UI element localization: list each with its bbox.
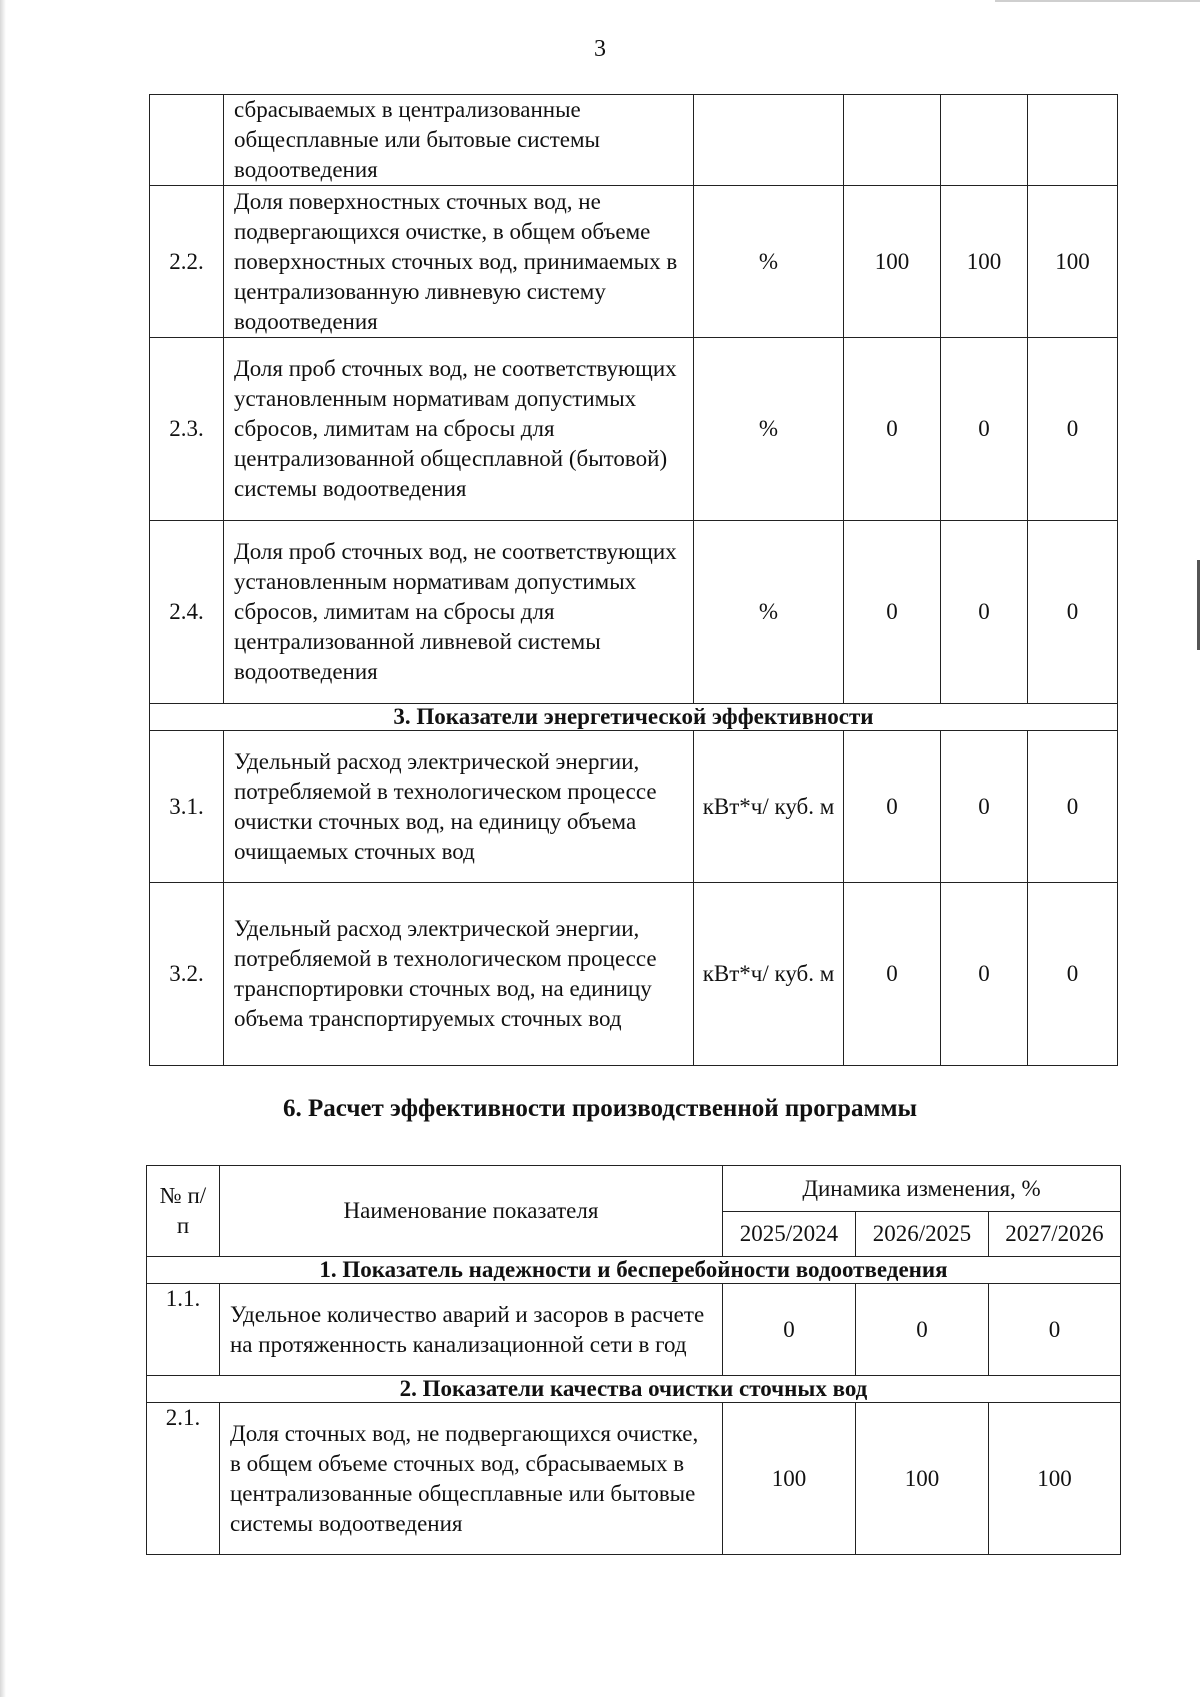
- value-2: 0: [941, 883, 1028, 1066]
- row-number: 2.3.: [150, 338, 224, 521]
- unit: %: [694, 186, 844, 338]
- value-3: 0: [1028, 731, 1118, 883]
- section-title: 2. Показатели качества очистки сточных вод: [147, 1376, 1121, 1403]
- value-2: 0: [941, 731, 1028, 883]
- indicator-name: Удельное количество аварий и засоров в расчете на протяженность канализационной сети в год: [220, 1284, 723, 1376]
- header-row: [147, 1166, 1121, 1212]
- scan-left-edge: [0, 0, 6, 1697]
- indicators-table-continued: [149, 94, 1118, 1066]
- table-row: [150, 731, 1118, 883]
- row-number: 1.1.: [147, 1284, 220, 1376]
- value-2: 100: [856, 1403, 989, 1555]
- header-year: 2026/2025: [856, 1212, 989, 1257]
- value-2: [941, 95, 1028, 186]
- value-1: 0: [844, 731, 941, 883]
- header-num: № п/п: [147, 1166, 220, 1257]
- header-year: 2027/2026: [989, 1212, 1121, 1257]
- indicator-name: Доля проб сточных вод, не соответствующих установленным нормативам допустимых сбросов, лимитам на сбросы для централизованной ливневой системы водоотведения: [224, 521, 694, 704]
- row-number: 2.2.: [150, 186, 224, 338]
- value-2: 0: [941, 338, 1028, 521]
- value-1: 0: [844, 883, 941, 1066]
- section-row: [147, 1376, 1121, 1403]
- row-number: 2.4.: [150, 521, 224, 704]
- value-1: [844, 95, 941, 186]
- value-2: 100: [941, 186, 1028, 338]
- section-title: 3. Показатели энергетической эффективности: [150, 704, 1118, 731]
- indicator-name: Доля проб сточных вод, не соответствующих установленным нормативам допустимых сбросов, лимитам на сбросы для централизованной общесплавной (бытовой) системы водоотведения: [224, 338, 694, 521]
- row-number: 2.1.: [147, 1403, 220, 1555]
- section-title: 1. Показатель надежности и бесперебойности водоотведения: [147, 1257, 1121, 1284]
- unit: [694, 95, 844, 186]
- indicator-name: Доля сточных вод, не подвергающихся очистке, в общем объеме сточных вод, сбрасываемых в централизованные общесплавные или бытовые системы водоотведения: [220, 1403, 723, 1555]
- page-number: 3: [594, 36, 606, 62]
- value-3: 0: [989, 1284, 1121, 1376]
- value-1: 0: [723, 1284, 856, 1376]
- indicator-name: сбрасываемых в централизованные общесплавные или бытовые системы водоотведения: [224, 95, 694, 186]
- row-number: [150, 95, 224, 186]
- value-3: [1028, 95, 1118, 186]
- value-3: 100: [1028, 186, 1118, 338]
- table-row: [150, 95, 1118, 186]
- indicator-name: Доля поверхностных сточных вод, не подвергающихся очистке, в общем объеме поверхностных сточных вод, принимаемых в централизованную ливневую систему водоотведения: [224, 186, 694, 338]
- section-6-title: 6. Расчет эффективности производственной программы: [282, 1095, 918, 1122]
- table-row: [150, 521, 1118, 704]
- indicator-name: Удельный расход электрической энергии, потребляемой в технологическом процессе очистки сточных вод, на единицу объема очищаемых сточных вод: [224, 731, 694, 883]
- table-row: [150, 186, 1118, 338]
- table-row: [147, 1284, 1121, 1376]
- value-3: 0: [1028, 883, 1118, 1066]
- table-row: [150, 883, 1118, 1066]
- header-year: 2025/2024: [723, 1212, 856, 1257]
- value-3: 0: [1028, 521, 1118, 704]
- value-2: 0: [941, 521, 1028, 704]
- unit: %: [694, 338, 844, 521]
- value-1: 0: [844, 338, 941, 521]
- value-1: 100: [844, 186, 941, 338]
- unit: кВт*ч/ куб. м: [694, 731, 844, 883]
- value-2: 0: [856, 1284, 989, 1376]
- scan-top-mark: [995, 0, 1200, 2]
- value-1: 100: [723, 1403, 856, 1555]
- row-number: 3.1.: [150, 731, 224, 883]
- header-name: Наименование показателя: [220, 1166, 723, 1257]
- value-1: 0: [844, 521, 941, 704]
- section-row: [150, 704, 1118, 731]
- unit: %: [694, 521, 844, 704]
- row-number: 3.2.: [150, 883, 224, 1066]
- table-row: [147, 1403, 1121, 1555]
- header-dynamics: Динамика изменения, %: [723, 1166, 1121, 1212]
- section-row: [147, 1257, 1121, 1284]
- indicator-name: Удельный расход электрической энергии, потребляемой в технологическом процессе транспортировки сточных вод, на единицу объема транспортируемых сточных вод: [224, 883, 694, 1066]
- table-row: [150, 338, 1118, 521]
- value-3: 0: [1028, 338, 1118, 521]
- unit: кВт*ч/ куб. м: [694, 883, 844, 1066]
- value-3: 100: [989, 1403, 1121, 1555]
- efficiency-table: [146, 1165, 1121, 1555]
